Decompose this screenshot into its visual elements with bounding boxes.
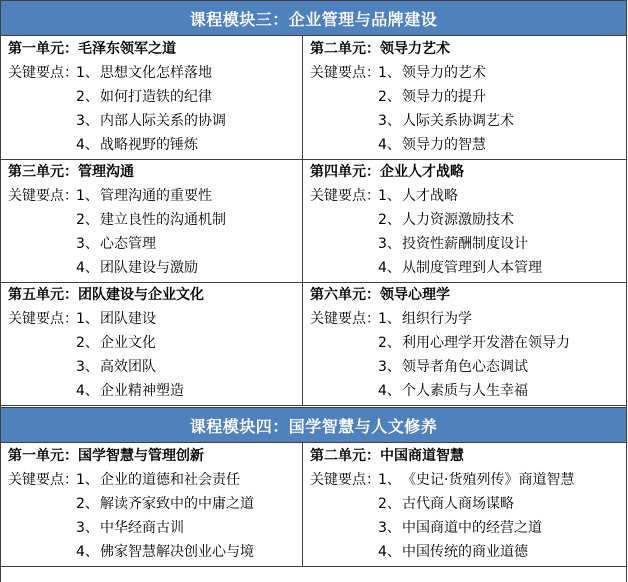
key-point-number: 1、 bbox=[76, 472, 99, 488]
key-point-text: 高效团队 bbox=[100, 359, 156, 375]
key-point-text: 古代商人商场谋略 bbox=[402, 496, 514, 512]
unit-cell bbox=[1, 282, 303, 405]
key-point-number: 2、 bbox=[378, 335, 401, 351]
key-point-number: 4、 bbox=[378, 137, 401, 153]
key-point-text: 如何打造铁的纪律 bbox=[100, 89, 212, 105]
unit-cell bbox=[303, 159, 626, 282]
key-point-text: 领导力的提升 bbox=[402, 89, 486, 105]
key-point-text: 从制度管理到人本管理 bbox=[402, 260, 542, 276]
key-point-number: 1、 bbox=[378, 472, 401, 488]
key-point-number: 4、 bbox=[76, 137, 99, 153]
key-point-text: 团队建设与激励 bbox=[100, 260, 198, 276]
module-header: 课程模块三：企业管理与品牌建设 bbox=[1, 0, 626, 36]
key-point bbox=[8, 355, 302, 379]
module-header: 课程模块四：国学智慧与人文修养 bbox=[1, 407, 626, 443]
key-points-label: 关键要点： bbox=[310, 311, 380, 327]
key-point-number: 3、 bbox=[76, 236, 99, 252]
unit-cell bbox=[1, 36, 303, 159]
key-point-number: 4、 bbox=[378, 383, 401, 399]
unit-title: 第六单元：领导心理学 bbox=[310, 287, 450, 303]
key-point bbox=[8, 540, 302, 564]
key-point bbox=[8, 232, 302, 256]
key-point-text: 内部人际关系的协调 bbox=[100, 113, 226, 129]
key-point-text: 佛家智慧解决创业心与境 bbox=[100, 544, 254, 560]
key-point bbox=[8, 133, 302, 157]
unit-title: 第三单元：管理沟通 bbox=[8, 164, 134, 180]
key-point bbox=[310, 232, 626, 256]
key-point-number: 1、 bbox=[76, 65, 99, 81]
key-point-number: 3、 bbox=[378, 520, 401, 536]
key-point-number: 2、 bbox=[76, 212, 99, 228]
key-point-text: 利用心理学开发潜在领导力 bbox=[402, 335, 570, 351]
key-point-number: 2、 bbox=[378, 496, 401, 512]
key-point bbox=[8, 184, 302, 208]
key-point-text: 中国商道中的经营之道 bbox=[402, 520, 542, 536]
key-point bbox=[8, 307, 302, 331]
key-points-label: 关键要点： bbox=[310, 188, 380, 204]
key-point-text: 领导力的智慧 bbox=[402, 137, 486, 153]
key-point bbox=[310, 379, 626, 403]
key-point-text: 战略视野的锤炼 bbox=[100, 137, 198, 153]
key-point bbox=[8, 208, 302, 232]
key-point-number: 3、 bbox=[76, 520, 99, 536]
key-point-text: 人际关系协调艺术 bbox=[402, 113, 514, 129]
key-point-number: 1、 bbox=[76, 311, 99, 327]
key-point-number: 2、 bbox=[378, 89, 401, 105]
key-point-text: 领导力的艺术 bbox=[402, 65, 486, 81]
unit-cell bbox=[1, 443, 303, 566]
key-point bbox=[8, 256, 302, 280]
key-point-text: 中华经商古训 bbox=[100, 520, 184, 536]
key-point bbox=[310, 516, 626, 540]
unit-cell bbox=[1, 159, 303, 282]
key-point bbox=[8, 516, 302, 540]
key-points-label: 关键要点： bbox=[8, 188, 78, 204]
key-point-text: 解读齐家致中的中庸之道 bbox=[100, 496, 254, 512]
key-point bbox=[310, 256, 626, 280]
key-point bbox=[310, 208, 626, 232]
unit-title: 第四单元：企业人才战略 bbox=[310, 164, 464, 180]
key-point bbox=[310, 492, 626, 516]
key-point-text: 管理沟通的重要性 bbox=[100, 188, 212, 204]
unit-title: 第一单元：国学智慧与管理创新 bbox=[8, 448, 204, 464]
key-point bbox=[8, 85, 302, 109]
key-point-text: 《史记·货殖列传》商道智慧 bbox=[402, 472, 575, 488]
key-point-number: 1、 bbox=[378, 188, 401, 204]
key-point bbox=[310, 85, 626, 109]
key-point bbox=[310, 61, 626, 85]
key-point bbox=[8, 331, 302, 355]
key-point-number: 1、 bbox=[76, 188, 99, 204]
key-point-number: 4、 bbox=[76, 260, 99, 276]
key-point-number: 2、 bbox=[378, 212, 401, 228]
row-divider bbox=[1, 405, 626, 406]
unit-title: 第二单元：领导力艺术 bbox=[310, 41, 450, 57]
key-point-number: 2、 bbox=[76, 496, 99, 512]
unit-title: 第一单元：毛泽东领军之道 bbox=[8, 41, 176, 57]
key-point-number: 2、 bbox=[76, 89, 99, 105]
key-point-number: 1、 bbox=[378, 311, 401, 327]
key-points-label: 关键要点： bbox=[8, 311, 78, 327]
key-point-text: 中国传统的商业道德 bbox=[402, 544, 528, 560]
key-point-text: 建立良性的沟通机制 bbox=[100, 212, 226, 228]
key-point-number: 3、 bbox=[378, 113, 401, 129]
key-point-number: 4、 bbox=[76, 383, 99, 399]
unit-cell bbox=[303, 443, 626, 566]
key-point bbox=[8, 61, 302, 85]
unit-title: 第五单元：团队建设与企业文化 bbox=[8, 287, 204, 303]
key-point-text: 团队建设 bbox=[100, 311, 156, 327]
key-point-text: 企业精神塑造 bbox=[100, 383, 184, 399]
key-point bbox=[310, 468, 626, 492]
key-point bbox=[310, 540, 626, 564]
key-point-number: 3、 bbox=[76, 113, 99, 129]
unit-cell bbox=[303, 36, 626, 159]
key-point bbox=[8, 379, 302, 403]
key-point-number: 2、 bbox=[76, 335, 99, 351]
key-point-text: 投资性薪酬制度设计 bbox=[402, 236, 528, 252]
key-points-label: 关键要点： bbox=[8, 65, 78, 81]
key-point-text: 人才战略 bbox=[402, 188, 458, 204]
key-point-text: 人力资源激励技术 bbox=[402, 212, 514, 228]
key-point-text: 企业文化 bbox=[100, 335, 156, 351]
key-point bbox=[8, 109, 302, 133]
unit-title: 第二单元：中国商道智慧 bbox=[310, 448, 464, 464]
key-point-number: 4、 bbox=[378, 260, 401, 276]
unit-cell bbox=[303, 282, 626, 405]
key-point-number: 3、 bbox=[76, 359, 99, 375]
key-point-number: 4、 bbox=[76, 544, 99, 560]
key-point-number: 3、 bbox=[378, 236, 401, 252]
key-point bbox=[310, 184, 626, 208]
key-point-text: 个人素质与人生幸福 bbox=[402, 383, 528, 399]
key-points-label: 关键要点： bbox=[310, 472, 380, 488]
key-point bbox=[310, 307, 626, 331]
key-points-label: 关键要点： bbox=[310, 65, 380, 81]
key-point bbox=[310, 133, 626, 157]
key-point bbox=[310, 109, 626, 133]
row-divider bbox=[1, 566, 626, 567]
key-point bbox=[8, 492, 302, 516]
key-point bbox=[310, 355, 626, 379]
key-point-number: 1、 bbox=[378, 65, 401, 81]
key-point bbox=[8, 468, 302, 492]
key-point-text: 领导者角色心态调试 bbox=[402, 359, 528, 375]
key-points-label: 关键要点： bbox=[8, 472, 78, 488]
key-point-text: 企业的道德和社会责任 bbox=[100, 472, 240, 488]
key-point-number: 3、 bbox=[378, 359, 401, 375]
key-point-number: 4、 bbox=[378, 544, 401, 560]
key-point bbox=[310, 331, 626, 355]
key-point-text: 组织行为学 bbox=[402, 311, 472, 327]
key-point-text: 心态管理 bbox=[100, 236, 156, 252]
key-point-text: 思想文化怎样落地 bbox=[100, 65, 212, 81]
